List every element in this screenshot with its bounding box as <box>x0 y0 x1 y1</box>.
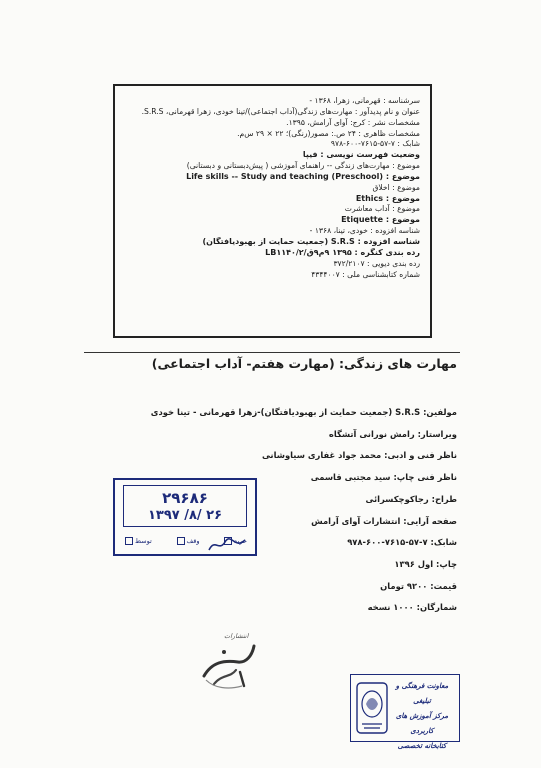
check-purchase: خرید <box>222 537 247 545</box>
seal-line-1: معاونت فرهنگی و تبلیغی <box>395 682 449 705</box>
credit-print-run: شمارگان: ۱۰۰۰ نسخه <box>367 602 457 613</box>
cip-line-author: سرشناسه : قهرمانی، زهرا، ۱۳۶۸ - <box>309 96 420 105</box>
registration-stamp <box>113 478 257 556</box>
cip-line-dewey: رده بندی دیویی : ۳۷۲/۲۱۰۷ <box>333 258 420 268</box>
cip-line-added-entry-2: شناسه افزوده : S.R.S (جمعیت حمایت از بهبودیافتگان) <box>202 236 420 246</box>
cip-line-lc-class: رده بندی کنگره : ۱۳۹۵ ۹م۹ق/۲/LB۱۱۴۰ <box>265 247 420 257</box>
cip-line-added-entry-1: شناسه افزوده : خودی، تینا، ۱۳۶۸ - <box>309 226 420 236</box>
seal-line-2: مرکز آموزش های کاربردی <box>395 712 449 735</box>
publisher-logo-label: انتشارات <box>224 632 249 640</box>
cip-line-subject-1: موضوع : مهارت‌های زندگی -- راهنمای آموزشی ( پیش‌دبستانی و دبستانی) <box>186 161 420 171</box>
seal-line-3: کتابخانه تخصصی <box>397 742 447 750</box>
cip-line-title: عنوان و نام پدیدآور : مهارت‌های زندگی(آداب اجتماعی)/تینا خودی، زهرا قهرمانی، S.R.S. <box>141 106 420 116</box>
credit-layout: صفحه آرایی: انتشارات آوای آرامش <box>311 515 457 526</box>
credit-technical-supervisor: ناظر فنی و ادبی: محمد جواد غفاری سیاوشانی <box>261 450 457 461</box>
credit-isbn: شابک: ۷-۵۷-۷۶۱۵-۶۰۰-۹۷۸ <box>347 537 457 548</box>
library-seal-text <box>389 679 455 754</box>
registration-number-box <box>123 485 247 527</box>
cip-line-publication: مشخصات نشر : کرج: آوای آرامش، ۱۳۹۵. <box>286 117 420 127</box>
calligraphy-logo-icon <box>194 632 264 694</box>
cip-line-subject-2: موضوع : Life skills -- Study and teaching (Preschool) <box>186 171 420 181</box>
publisher-logo <box>194 632 264 694</box>
book-title: مهارت های زندگی: (مهارت هفتم- آداب اجتماعی) <box>151 356 457 371</box>
cataloging-lines <box>120 96 420 280</box>
registration-number: ۲۹۶۸۶ <box>162 489 208 507</box>
cip-line-subject-6: موضوع : Etiquette <box>341 215 420 225</box>
library-emblem-icon <box>356 682 388 734</box>
cip-line-status: وضعیت فهرست نویسی : فیپا <box>302 150 420 160</box>
cip-line-subject-3: موضوع : اخلاق <box>372 182 420 192</box>
separator-rule <box>84 352 460 353</box>
cataloging-box <box>113 84 432 338</box>
cip-line-subject-5: موضوع : آداب معاشرت <box>344 204 420 214</box>
check-donation: وقف <box>175 537 200 545</box>
cip-line-isbn: شابک : ۷-۵۷-۷۶۱۵-۶۰۰-۹۷۸ <box>330 139 420 149</box>
registration-date: ۱۳۹۷ /۸/ ۲۶ <box>147 508 223 523</box>
credit-designer: طراح: رجاکوچکسرائی <box>365 493 457 504</box>
credit-price: قیمت: ۹۲۰۰ تومان <box>380 580 457 591</box>
check-by: توسط <box>123 537 152 545</box>
signature-scribble-icon <box>207 536 247 554</box>
credit-authors: مولفین: S.R.S (جمعیت حمایت از بهبودیافتگان)-زهرا قهرمانی - تینا خودی <box>150 407 457 417</box>
cip-line-subject-4: موضوع : Ethics <box>355 193 420 203</box>
cip-line-national-number: شماره کتابشناسی ملی : ۴۳۴۴۰۰۷ <box>311 269 420 279</box>
cip-line-physical: مشخصات ظاهری : ۲۴ ص.: مصور(رنگی)؛ ۲۲ × ۲۹ س‌م. <box>237 128 420 138</box>
credit-edition: چاپ: اول ۱۳۹۶ <box>394 558 457 569</box>
library-seal <box>350 674 460 750</box>
credit-print-supervisor: ناظر فنی چاپ: سید مجتبی قاسمی <box>310 472 457 483</box>
credit-editor: ویراستار: رامش نورانی آتشگاه <box>328 428 457 439</box>
